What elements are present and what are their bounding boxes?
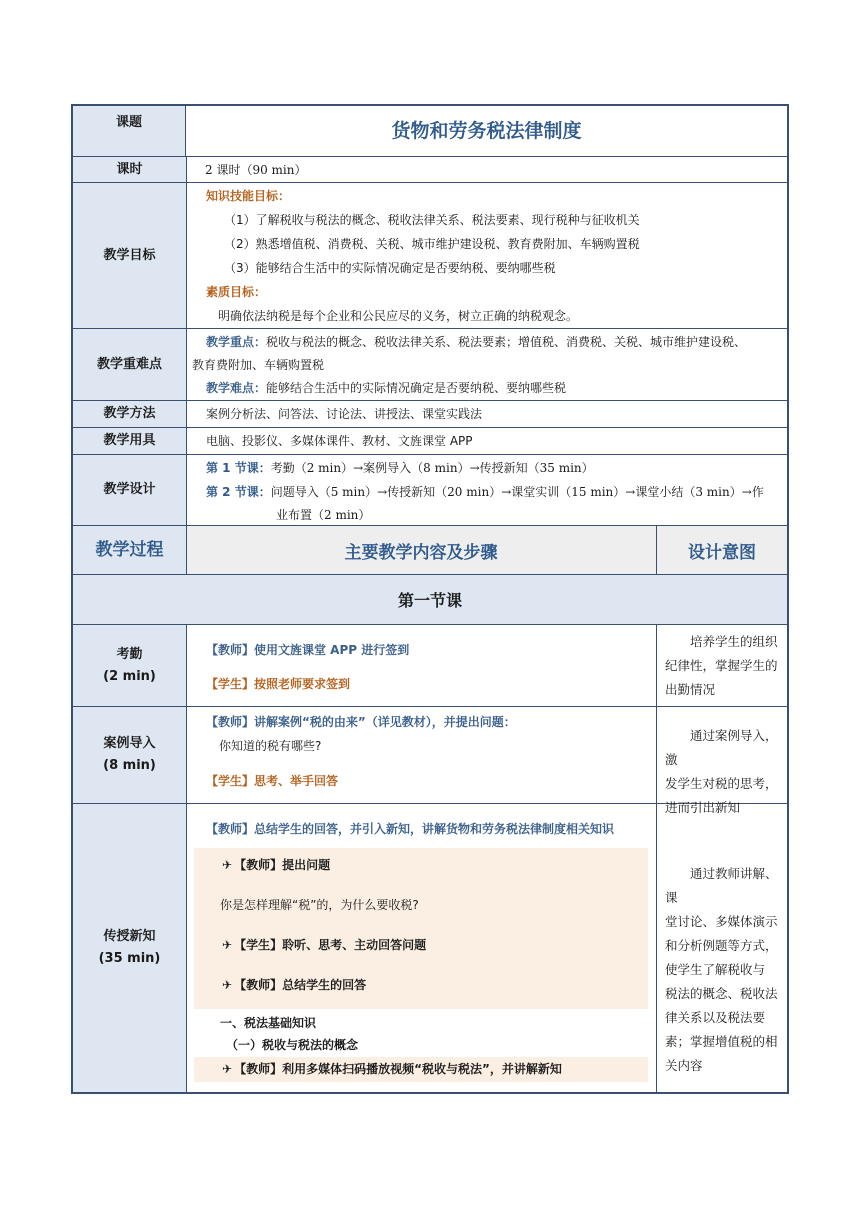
activity-box [194, 848, 648, 1009]
plane-icon: ✈ [222, 1062, 233, 1076]
student-step: 【学生】聆听、思考、主动回答问题 [234, 938, 427, 952]
difficult-points-text: 能够结合生活中的实际情况确定是否要纳税、要纳哪些税 [266, 381, 567, 395]
attendance-row [73, 625, 787, 707]
section-heading: 一、税法基础知识 [220, 1016, 317, 1030]
section-title: 第一节课 [397, 591, 462, 610]
design-row [73, 455, 787, 526]
step-time: (35 min) [98, 951, 161, 966]
skill-item: （2）熟悉增值税、消费税、关税、城市维护建设税、教育费附加、车辆购置税 [224, 237, 640, 251]
teacher-step: 【教师】使用文旌课堂 APP 进行签到 [206, 643, 410, 657]
plane-icon: ✈ [222, 858, 233, 872]
teacher-step: 【教师】提出问题 [234, 858, 331, 872]
step-label: 案例导入 [103, 736, 156, 751]
process-header-row [73, 526, 787, 575]
session1-label: 第 1 节课： [206, 461, 271, 475]
focus-label: 教学重难点 [73, 329, 187, 400]
teacher-step: 【教师】利用多媒体扫码播放视频“税收与税法”，并讲解新知 [234, 1062, 562, 1076]
key-points-text: 税收与税法的概念、税收法律关系、税法要素；增值税、消费税、关税、城市维护建设税、 [266, 335, 747, 349]
teacher-step: 【教师】总结学生的回答，并引入新知，讲解货物和劳务税法律制度相关知识 [206, 822, 615, 836]
title-row [73, 106, 787, 157]
intent-col-header: 设计意图 [656, 526, 787, 574]
hours-label: 课时 [73, 157, 187, 182]
method-row [73, 401, 787, 428]
design-intent: 培养学生的组织 纪律性，掌握学生的 出勤情况 [656, 625, 787, 706]
design-intent: 通过教师讲解、课 堂讨论、多媒体演示 和分析例题等方式， 使学生了解税收与 税法的概念、税收法 律关系以及税法要 素；掌握增值税的相 关内容 [656, 804, 787, 1092]
skill-item: （1）了解税收与税法的概念、税收法律关系、税法要素、现行税种与征收机关 [224, 213, 640, 227]
skill-heading: 知识技能目标： [206, 189, 291, 203]
method-value: 案例分析法、问答法、讨论法、讲授法、课堂实践法 [206, 407, 483, 421]
teacher-step: 【教师】总结学生的回答 [234, 978, 367, 992]
activity-box [194, 1057, 648, 1082]
session2-plan: 问题导入（5 min）→传授新知（20 min）→课堂实训（15 min）→课堂小结（3 min）→作 [270, 485, 764, 499]
hours-value: 2 课时（90 min） [205, 163, 307, 177]
key-points-text-cont: 教育费附加、车辆购置税 [192, 358, 325, 372]
student-step: 【学生】思考、举手回答 [206, 774, 339, 788]
key-points-label: 教学重点： [206, 335, 267, 349]
focus-row [73, 329, 787, 401]
new-knowledge-row [73, 804, 787, 1092]
objectives-label: 教学目标 [73, 183, 187, 328]
step-time: (2 min) [103, 668, 156, 684]
process-col-header: 教学过程 [73, 526, 187, 574]
question-text: 你是怎样理解“税”的，为什么要收税? [220, 898, 419, 912]
difficult-points-label: 教学难点： [206, 381, 267, 395]
quality-text: 明确依法纳税是每个企业和公民应尽的义务，树立正确的纳税观念。 [218, 309, 579, 323]
title-label: 课题 [73, 106, 186, 156]
step-label: 考勤 [116, 646, 143, 662]
quality-heading: 素质目标： [206, 285, 267, 299]
design-intent: 通过案例导入，激 发学生对税的思考， 进而引出新知 [656, 707, 787, 803]
tools-label: 教学用具 [73, 428, 187, 454]
step-time: (8 min) [103, 758, 156, 773]
subsection-heading: （一）税收与税法的概念 [226, 1038, 359, 1052]
section-row [73, 575, 787, 625]
lesson-plan-table [71, 104, 789, 1094]
tools-row [73, 428, 787, 455]
tools-value: 电脑、投影仪、多媒体课件、教材、文旌课堂 APP [206, 434, 473, 448]
session2-plan-cont: 业布置（2 min） [276, 508, 371, 522]
case-row [73, 707, 787, 815]
hours-row [73, 157, 787, 183]
objectives-row [73, 183, 787, 329]
plane-icon: ✈ [222, 978, 233, 992]
method-label: 教学方法 [73, 401, 187, 427]
session1-plan: 考勤（2 min）→案例导入（8 min）→传授新知（35 min） [270, 461, 594, 475]
page-title: 货物和劳务税法律制度 [391, 120, 582, 142]
session2-label: 第 2 节课： [206, 485, 271, 499]
plane-icon: ✈ [222, 938, 233, 952]
design-label: 教学设计 [73, 455, 187, 525]
content-col-header: 主要教学内容及步骤 [344, 542, 498, 563]
teacher-step: 【教师】讲解案例“税的由来”（详见教材），并提出问题： [206, 715, 516, 729]
student-step: 【学生】按照老师要求签到 [206, 677, 351, 691]
step-label: 传授新知 [103, 929, 156, 944]
question-text: 你知道的税有哪些? [219, 739, 322, 753]
skill-item: （3）能够结合生活中的实际情况确定是否要纳税、要纳哪些税 [224, 261, 556, 275]
